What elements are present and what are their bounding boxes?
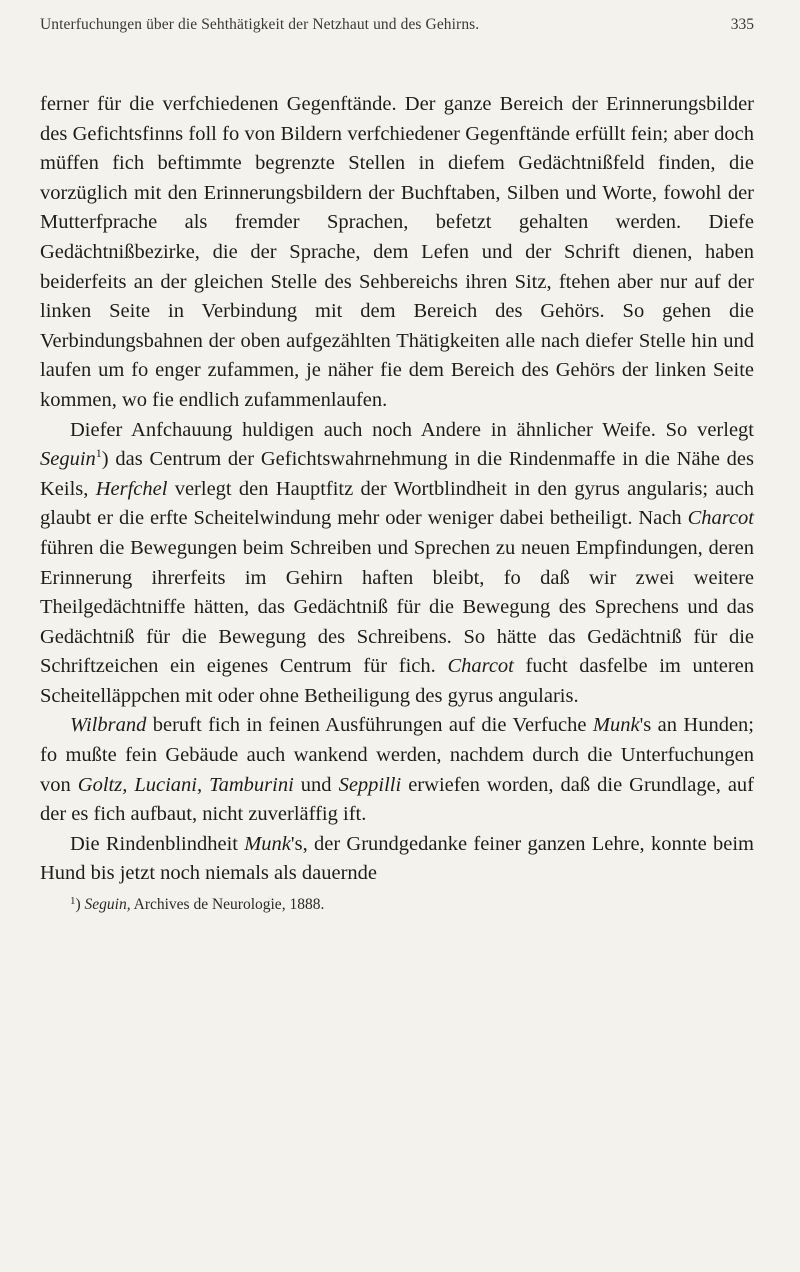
paragraph: [40, 830, 754, 889]
author-name: Munk: [592, 714, 640, 737]
text-run: verlegt den Hauptfitz der Wortblindheit in den gyrus angularis; auch glaubt er die erfte Scheitelwindung mehr oder weniger dabei betheiligt. Nach: [40, 477, 754, 530]
author-name: Charcot: [687, 507, 754, 530]
text-run: Die Rindenblindheit: [70, 832, 245, 855]
author-name: Herfchel: [95, 477, 168, 500]
paragraph: [40, 90, 754, 416]
author-name: Munk: [244, 832, 291, 855]
text-run: ferner für die verfchiedenen Gegenftände. Der ganze Bereich der Erinnerungsbilder des Gefichtsfinns foll fo von Bildern verfchiedener Gegenftände erfüllt fein; aber doch müffen fich beftimmte begrenzte Stellen in diefem Gedächtnißfeld finden, die vorzüglich mit den Erinnerungsbildern der Buchftaben, Silben und Worte, fowohl der Mutterfprache als fremder Sprachen, befetzt gehalten werden. Diefe Gedächtnißbezirke, die der Sprache, dem Lefen und der Schrift dienen, haben beiderfeits an der gleichen Stelle des Sehbereichs ihren Sitz, ftehen aber nur auf der linken Seite in Verbindung mit dem Bereich des Gehörs. So gehen die Verbindungsbahnen der oben aufgezählten Thätigkeiten alle nach diefer Stelle hin und laufen um fo enger zufammen, je näher fie dem Bereich des Gehörs der linken Seite kommen, wo fie endlich zufammenlaufen.: [40, 93, 754, 411]
text-run: und: [293, 773, 339, 796]
author-name: Seppilli: [338, 773, 402, 796]
text-run: 's, der Grundgedanke feiner ganzen Lehre, konnte beim Hund bis jetzt noch niemals als dauernde: [40, 832, 754, 885]
running-title: Unterfuchungen über die Sehthätigkeit der Netzhaut und des Gehirns.: [40, 16, 480, 33]
paragraph: [40, 711, 754, 829]
footnote-author: Seguin,: [84, 896, 131, 914]
text-run: 's an Hunden; fo mußte fein Gebäude auch wankend werden, nachdem durch die Unterfuchungen von: [40, 714, 754, 796]
body-text: [40, 90, 754, 889]
footnote-paren: ): [75, 896, 85, 914]
text-run: beruft fich in feinen Ausführungen auf die Verfuche: [146, 714, 593, 737]
text-run: Diefer Anfchauung huldigen auch noch Andere in ähnlicher Weife. So verlegt: [70, 418, 754, 441]
text-run: ) das Centrum der Gefichtswahrnehmung in die Rindenmaffe in die Nähe des Keils,: [40, 448, 754, 500]
footnote-reference: 1: [95, 446, 102, 461]
paragraph: [40, 416, 754, 712]
text-run: erwiefen worden, daß die Grundlage, auf der es fich aufbaut, nicht zuverläffig ift.: [40, 773, 755, 826]
running-head: [40, 16, 754, 50]
footnote-text: Archives de Neurologie, 1888.: [130, 896, 325, 914]
author-name: Charcot: [447, 655, 514, 678]
text-run: fucht dasfelbe im unteren Scheitelläppchen mit oder ohne Betheiligung des gyrus angularis.: [40, 655, 754, 707]
author-name: Wilbrand: [70, 714, 147, 737]
author-name: Goltz, Luciani, Tamburini: [77, 773, 294, 796]
page-number: 335: [730, 16, 754, 33]
footnote-marker: 1: [70, 895, 76, 908]
text-run: führen die Bewegungen beim Schreiben und Sprechen zu neuen Empfindungen, deren Erinnerung ihrerfeits im Gehirn haften bleibt, fo daß wir zwei weitere Theilgedächtniffe hätten, das Gedächtniß für die Bewegung des Sprechens und das Gedächtniß für die Bewegung des Schreibens. So hätte das Gedächtniß für die Schriftzeichen ein eigenes Centrum für fich.: [40, 536, 754, 678]
footnote: [40, 895, 754, 915]
author-name: Seguin: [40, 448, 96, 471]
